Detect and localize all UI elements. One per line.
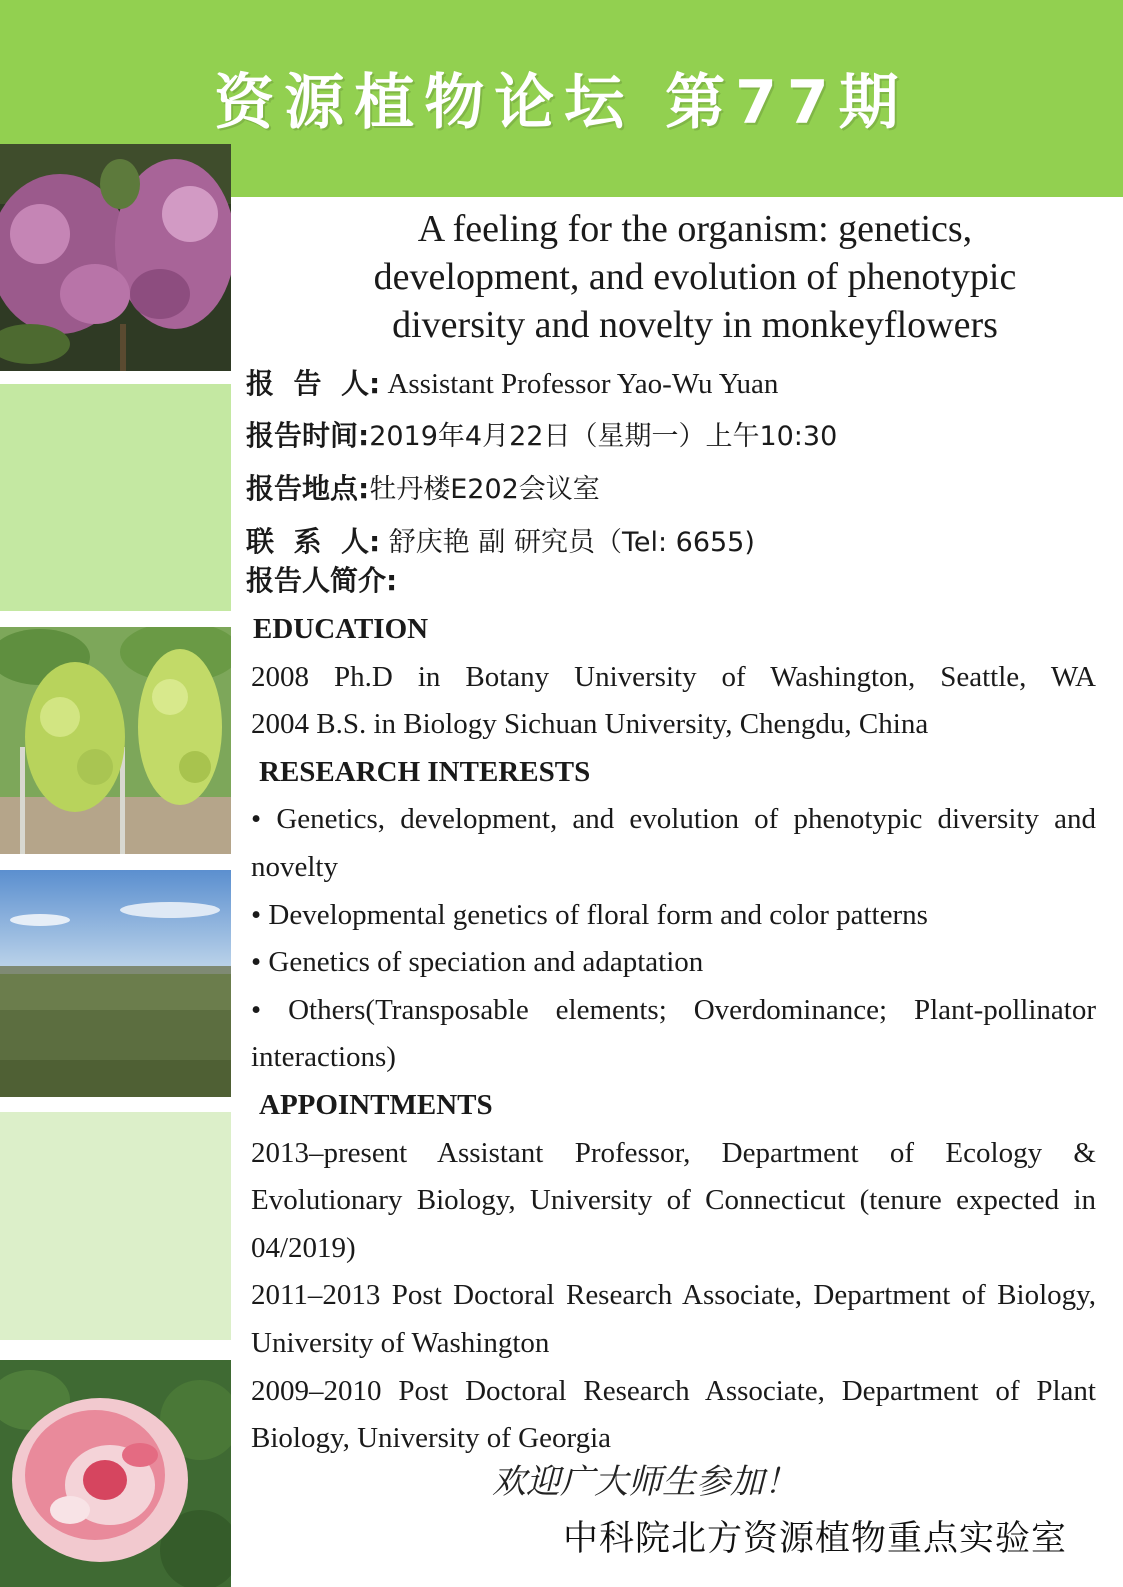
education-item: 2008 Ph.D in Botany University of Washington, Seattle, WA — [251, 660, 1096, 693]
appointment-item: 2013–present Assistant Professor, Department of Ecology & Evolutionary Biology, University of Connecticut (tenure expected in 04/2019) — [251, 1136, 1096, 1264]
forum-title: 资源植物论坛 第77期 — [214, 68, 909, 138]
green-block — [0, 384, 231, 611]
time-value: 2019年4月22日（星期一）上午10:30 — [369, 421, 838, 452]
research-item: • Others(Transposable elements; Overdominance; Plant-pollinator interactions) — [251, 993, 1096, 1074]
place-value: 牡丹楼E202会议室 — [369, 474, 600, 505]
talk-title-line: A feeling for the organism: genetics, — [417, 208, 973, 250]
education-item: 2004 B.S. in Biology Sichuan University, Chengdu, China — [251, 708, 929, 741]
contact-row — [246, 522, 1106, 563]
appointments-heading: APPOINTMENTS — [259, 1088, 493, 1121]
research-item: • Genetics, development, and evolution of phenotypic diversity and novelty — [251, 803, 1096, 883]
talk-title-line: diversity and novelty in monkeyflowers — [392, 304, 998, 346]
research-heading: RESEARCH INTERESTS — [259, 755, 591, 788]
intro-row — [246, 561, 1106, 601]
organization-name: 中科院北方资源植物重点实验室 — [563, 1519, 1068, 1559]
lilac-photo — [0, 144, 231, 371]
place-label: 报告地点: — [246, 472, 370, 505]
pale-green-block — [0, 1112, 231, 1340]
contact-label: 联 系 人: — [246, 525, 381, 558]
talk-title — [330, 205, 1060, 349]
appointment-item: 2011–2013 Post Doctoral Research Associate, Department of Biology, University of Washington — [251, 1279, 1096, 1359]
speaker-label: 报 告 人: — [246, 367, 381, 400]
intro-label: 报告人简介: — [246, 564, 398, 597]
contact-value: 舒庆艳 副 研究员（Tel: 6655) — [380, 527, 755, 558]
time-label: 报告时间: — [246, 419, 370, 452]
welcome-message: 欢迎广大师生参加！ — [492, 1462, 798, 1502]
time-row — [246, 416, 1106, 457]
appointment-item: 2009–2010 Post Doctoral Research Associate, Department of Plant Biology, University of Georgia — [251, 1374, 1096, 1455]
grassland-photo — [0, 870, 231, 1097]
research-item: • Developmental genetics of floral form and color patterns — [251, 898, 928, 931]
research-item: • Genetics of speciation and adaptation — [251, 946, 704, 979]
speaker-biography — [251, 606, 1096, 1463]
education-heading: EDUCATION — [253, 613, 429, 645]
grapes-photo — [0, 627, 231, 854]
speaker-value: Assistant Professor Yao-Wu Yuan — [380, 368, 779, 400]
place-row — [246, 469, 1106, 510]
peony-photo — [0, 1360, 231, 1587]
speaker-row — [246, 364, 1106, 404]
talk-title-line: development, and evolution of phenotypic — [373, 256, 1017, 298]
